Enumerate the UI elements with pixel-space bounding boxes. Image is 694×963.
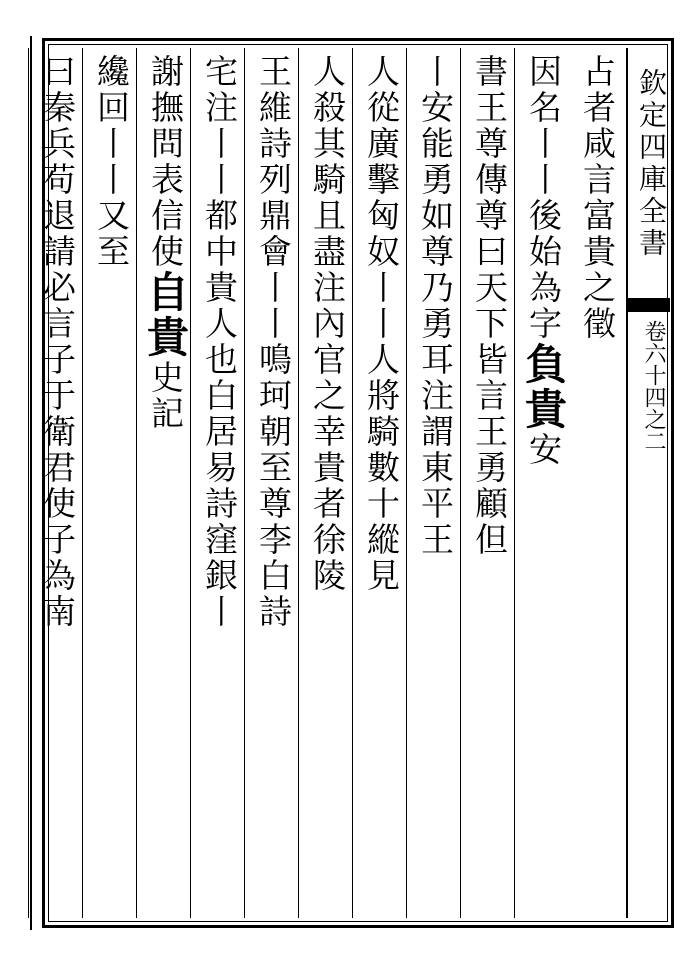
column-text: 曰秦兵苟退請必言子于衛君使子為南 <box>38 54 77 630</box>
text-column <box>298 48 352 918</box>
column-text: 占者咸言富貴之徵 <box>578 54 617 342</box>
column-text-segment: 因名丨丨後始為字 <box>524 54 563 342</box>
column-text-segment: 謝撫問表信使 <box>146 54 185 270</box>
column-text: 書王尊傳尊曰天下皆言王勇顧但 <box>470 54 509 558</box>
text-column <box>82 48 136 918</box>
text-column <box>190 48 244 918</box>
column-text: 王維詩列鼎會丨丨鳴珂朝至尊李白詩 <box>254 54 293 630</box>
column-text-segment: 安 <box>524 432 563 468</box>
column-text: 纔回丨丨又至 <box>92 54 131 270</box>
text-column <box>244 48 298 918</box>
text-column <box>136 48 190 918</box>
column-text: 人從廣擊匈奴丨丨人將騎數十縱見 <box>362 54 401 594</box>
column-text <box>515 54 568 468</box>
text-column <box>28 48 82 918</box>
column-text: 丨安能勇如尊乃勇耳注謂東平王 <box>416 54 455 558</box>
margin-strip <box>626 48 670 918</box>
entry-heading: 負貴 <box>519 342 568 432</box>
text-column <box>352 48 406 918</box>
book-title: 欽定四庫全書 <box>635 68 668 260</box>
column-text-segment: 史記 <box>146 360 185 432</box>
volume-label: 卷六十四之二 <box>641 320 666 452</box>
column-text: 宅注丨丨都中貴人也白居易詩窪銀丨 <box>200 54 239 630</box>
text-column <box>514 48 568 918</box>
column-text <box>137 54 190 432</box>
column-text: 人殺其騎且盡注內官之幸貴者徐陵 <box>308 54 347 594</box>
text-column <box>460 48 514 918</box>
text-body <box>38 48 622 918</box>
text-column <box>568 48 622 918</box>
fish-tail-mark <box>626 298 670 312</box>
entry-heading: 自貴 <box>141 270 190 360</box>
text-column <box>406 48 460 918</box>
